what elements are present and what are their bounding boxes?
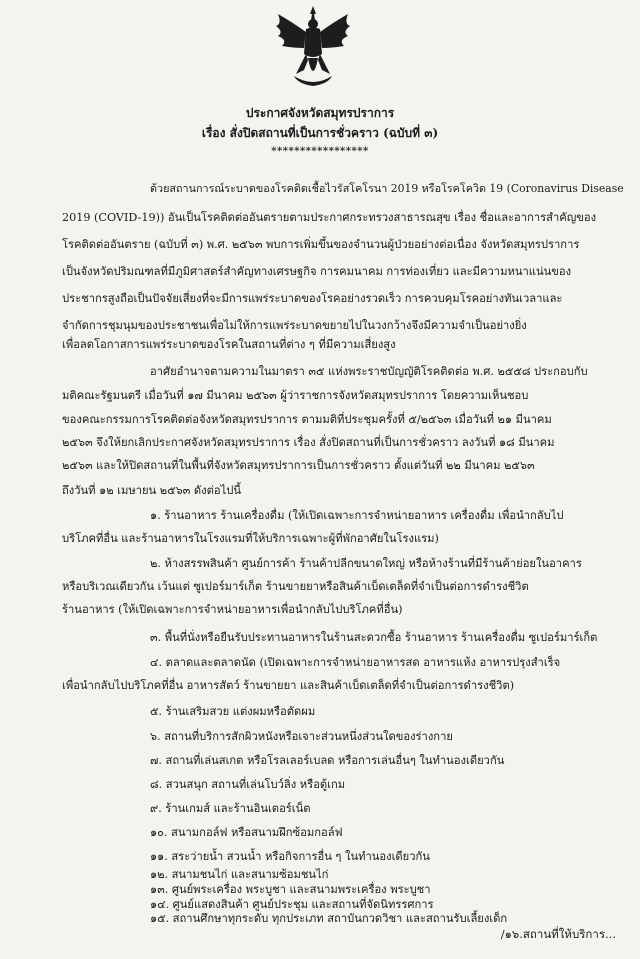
- body-line: โรคติดต่ออันตราย (ฉบับที่ ๓) พ.ศ. ๒๕๖๓ พบการเพิ่มขึ้นของจำนวนผู้ป่วยอย่างต่อเนื่อง จังหวัดสมุทรปราการ: [62, 238, 580, 251]
- list-item-continuation: เพื่อนำกลับไปบริโภคที่อื่น อาหารสัตว์ ร้านขายยา และสินค้าเบ็ดเตล็ดที่จำเป็นต่อการดำรงชีวิต): [62, 679, 515, 692]
- body-line: 2019 (COVID-19)) อันเป็นโรคติดต่ออันตรายตามประกาศกระทรวงสาธารณสุข เรื่อง ชื่อและอาการสำคัญของ: [62, 211, 597, 224]
- body-line: ของคณะกรรมการโรคติดต่อจังหวัดสมุทรปราการ ตามมติที่ประชุมครั้งที่ ๕/๒๕๖๓ เมื่อวันที่ ๒๑ มีนาคม: [62, 413, 552, 426]
- body-line: ๒๕๖๓ จึงให้ยกเลิกประกาศจังหวัดสมุทรปราการ เรื่อง สั่งปิดสถานที่เป็นการชั่วคราว ลงวันที่ ๑๘ มีนาคม: [62, 436, 555, 449]
- body-line: จำกัดการชุมนุมของประชาชนเพื่อไม่ให้การแพร่ระบาดขยายไปในวงกว้างจึงมีความจำเป็นอย่างยิ่ง: [62, 319, 527, 332]
- list-item: ๑๓. ศูนย์พระเครื่อง พระบูชา และสนามพระเครื่อง พระบูชา: [150, 883, 431, 896]
- body-line: อาศัยอำนาจตามความในมาตรา ๓๕ แห่งพระราชบัญญัติโรคติดต่อ พ.ศ. ๒๕๕๘ ประกอบกับ: [150, 365, 588, 378]
- garuda-emblem-icon: [270, 4, 356, 88]
- title-separator: *****************: [271, 146, 369, 157]
- list-item: ๑๐. สนามกอล์ฟ หรือสนามฝึกซ้อมกอล์ฟ: [150, 826, 343, 839]
- body-line: เป็นจังหวัดปริมณฑลที่มีภูมิศาสตร์สำคัญทางเศรษฐกิจ การคมนาคม การท่องเที่ยว และมีความหนาแน่นของ: [62, 265, 572, 278]
- body-line: ด้วยสถานการณ์ระบาดของโรคติดเชื้อไวรัสโคโรนา 2019 หรือโรคโควิด 19 (Coronavirus Disease: [150, 182, 624, 195]
- list-item: ๑. ร้านอาหาร ร้านเครื่องดื่ม (ให้เปิดเฉพาะการจำหน่ายอาหาร เครื่องดื่ม เพื่อนำกลับไป: [150, 509, 564, 522]
- list-item: ๔. ตลาดและตลาดนัด (เปิดเฉพาะการจำหน่ายอาหารสด อาหารแห้ง อาหารปรุงสำเร็จ: [150, 656, 561, 669]
- list-item: ๑๒. สนามชนไก่ และสนามซ้อมชนไก่: [150, 868, 329, 881]
- list-item-continuation: บริโภคที่อื่น และร้านอาหารในโรงแรมที่ให้บริการเฉพาะผู้ที่พักอาศัยในโรงแรม): [62, 532, 439, 545]
- body-line: มติคณะรัฐมนตรี เมื่อวันที่ ๑๗ มีนาคม ๒๕๖๓ ผู้ว่าราชการจังหวัดสมุทรปราการ โดยความเห็นชอบ: [62, 389, 529, 402]
- body-line: ถึงวันที่ ๑๒ เมษายน ๒๕๖๓ ดังต่อไปนี้: [62, 484, 241, 497]
- body-line: ๒๕๖๓ และให้ปิดสถานที่ในพื้นที่จังหวัดสมุทรปราการเป็นการชั่วคราว ตั้งแต่วันที่ ๒๒ มีนาคม ๒๕๖๓: [62, 459, 535, 472]
- list-item: ๗. สถานที่เล่นสเกต หรือโรลเลอร์เบลด หรือการเล่นอื่นๆ ในทำนองเดียวกัน: [150, 754, 505, 767]
- list-item: ๑๑. สระว่ายน้ำ สวนน้ำ หรือกิจการอื่น ๆ ในทำนองเดียวกัน: [150, 850, 430, 863]
- list-item: ๒. ห้างสรรพสินค้า ศูนย์การค้า ร้านค้าปลีกขนาดใหญ่ หรือห้างร้านที่มีร้านค้าย่อยในอาคาร: [150, 557, 582, 570]
- list-item: ๕. ร้านเสริมสวย แต่งผมหรือตัดผม: [150, 705, 316, 718]
- list-item-continuation: หรือบริเวณเดียวกัน เว้นแต่ ซูเปอร์มาร์เก็ต ร้านขายยาหรือสินค้าเบ็ดเตล็ดที่จำเป็นต่อการดำรงชีวิต: [62, 580, 529, 593]
- list-item: ๓. พื้นที่นั่งหรือยืนรับประทานอาหารในร้านสะดวกซื้อ ร้านอาหาร ร้านเครื่องดื่ม ซูเปอร์มาร์เก็ต: [150, 631, 598, 644]
- body-line: ประชากรสูงถือเป็นปัจจัยเสี่ยงที่จะมีการแพร่ระบาดของโรคอย่างรวดเร็ว การควบคุมโรคอย่างทันเวลาและ: [62, 292, 563, 305]
- document-subject: เรื่อง สั่งปิดสถานที่เป็นการชั่วคราว (ฉบับที่ ๓): [201, 126, 439, 140]
- list-item: ๘. สวนสนุก สถานที่เล่นโบว์ลิ่ง หรือตู้เกม: [150, 778, 346, 791]
- list-item: ๑๕. สถานศึกษาทุกระดับ ทุกประเภท สถาบันกวดวิชา และสถานรับเลี้ยงเด็ก: [150, 912, 508, 925]
- list-item: ๑๔. ศูนย์แสดงสินค้า ศูนย์ประชุม และสถานที่จัดนิทรรศการ: [150, 898, 434, 911]
- list-item: ๖. สถานที่บริการสักผิวหนังหรือเจาะส่วนหนึ่งส่วนใดของร่างกาย: [150, 730, 453, 743]
- body-line: เพื่อลดโอกาสการแพร่ระบาดของโรคในสถานที่ต่าง ๆ ที่มีความเสี่ยงสูง: [62, 338, 396, 351]
- list-item-continuation: ร้านอาหาร (ให้เปิดเฉพาะการจำหน่ายอาหารเพื่อนำกลับไปบริโภคที่อื่น): [62, 603, 403, 616]
- page-continuation: /๑๖.สถานที่ให้บริการ...: [500, 927, 616, 941]
- document-title: ประกาศจังหวัดสมุทรปราการ: [245, 106, 395, 120]
- list-item: ๙. ร้านเกมส์ และร้านอินเตอร์เน็ต: [150, 802, 311, 815]
